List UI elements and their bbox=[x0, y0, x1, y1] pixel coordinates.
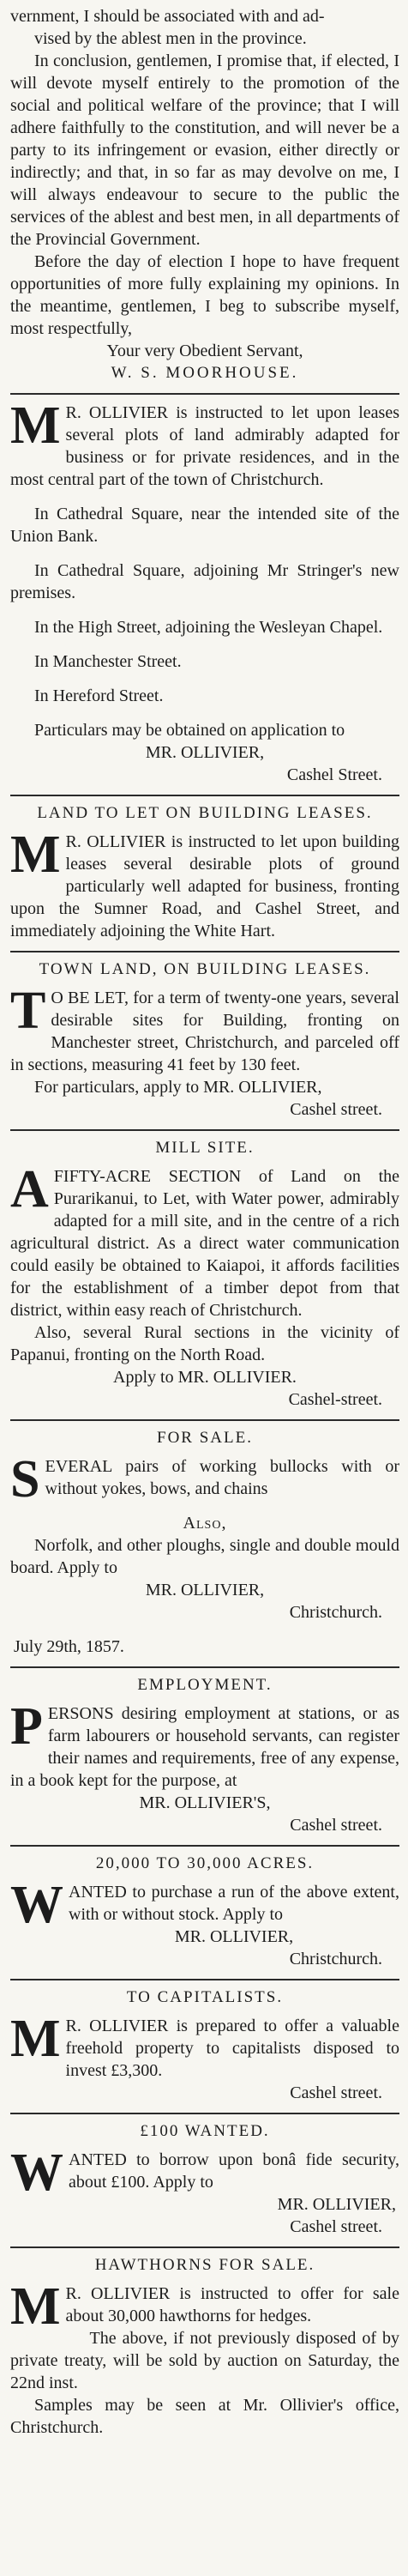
column-divider bbox=[10, 795, 399, 796]
notice-heading: HAWTHORNS FOR SALE. bbox=[94, 2256, 315, 2274]
for-sale-date: July 29th, 1857. bbox=[14, 1637, 124, 1656]
drop-cap: W bbox=[10, 1876, 63, 1934]
column-divider bbox=[10, 1129, 399, 1131]
notice-heading: LAND TO LET ON BUILDING LEASES. bbox=[37, 804, 373, 822]
wanted-100-agent: MR. OLLIVIER, bbox=[277, 2195, 396, 2214]
hawthorns-body: R. OLLIVIER is instructed to offer for sale about 30,000 hawthorns for hedges. bbox=[65, 2284, 399, 2325]
drop-cap: M bbox=[10, 825, 61, 884]
employment-agent: MR. OLLIVIER'S, bbox=[139, 1793, 271, 1812]
drop-cap: P bbox=[10, 1697, 43, 1756]
notice-heading: 20,000 TO 30,000 ACRES. bbox=[95, 1854, 315, 1872]
for-sale-agent: MR. OLLIVIER, bbox=[145, 1581, 265, 1599]
column-divider bbox=[10, 1979, 399, 1980]
mill-site-also: Also, several Rural sections in the vicinity of Papanui, fronting on the North Road. bbox=[10, 1323, 399, 1364]
drop-cap: M bbox=[10, 2277, 61, 2336]
drop-cap: M bbox=[10, 2010, 61, 2068]
for-sale-also: Norfolk, and other ploughs, single and double mould board. Apply to bbox=[10, 1536, 399, 1577]
leases-site: In Manchester Street. bbox=[34, 652, 182, 671]
mill-site-notice bbox=[10, 1138, 399, 1411]
leases-particulars: Particulars may be obtained on application to bbox=[34, 721, 345, 740]
column-divider bbox=[10, 1845, 399, 1847]
hawthorns-notice bbox=[10, 2255, 399, 2439]
leases-site: In Cathedral Square, adjoining Mr Stringer's new premises. bbox=[10, 561, 399, 602]
leases-site: In Hereford Street. bbox=[34, 686, 164, 705]
address-line: vernment, I should be associated with and ad- bbox=[10, 7, 325, 26]
drop-cap: W bbox=[10, 2144, 63, 2202]
leases-body: R. OLLIVIER is instructed to let upon leases several plots of land admirably adapted for business or for private residences, and in the most central part of the town of Christchurch. bbox=[10, 403, 399, 489]
column-divider bbox=[10, 951, 399, 952]
building-leases-body: R. OLLIVIER is instructed to let upon building leases several desirable plots of ground particularly well adapted for business, fronting upon the Sumner Road, and Cashel Street, and immediately adjoining the White Hart. bbox=[10, 832, 399, 940]
acres-body: ANTED to purchase a run of the above extent, with or without stock. Apply to bbox=[69, 1883, 399, 1924]
notice-heading: MILL SITE. bbox=[155, 1139, 255, 1157]
election-address bbox=[10, 5, 399, 384]
acres-agent: MR. OLLIVIER, bbox=[174, 1927, 294, 1946]
drop-cap: M bbox=[10, 396, 61, 455]
hawthorns-above: The above, if not previously disposed of by private treaty, will be sold by auction on Saturday, the 22nd inst. bbox=[10, 2329, 399, 2392]
for-sale-body: EVERAL pairs of working bullocks with or without yokes, bows, and chains bbox=[45, 1457, 399, 1498]
capitalists-place: Cashel street. bbox=[290, 2083, 382, 2102]
building-leases-notice bbox=[10, 803, 399, 942]
town-land-body: O BE LET, for a term of twenty-one years, several desirable sites for Building, fronting on Manchester street, Christchurch, and parceled off in sections, measuring 41 feet by 130 feet. bbox=[10, 989, 399, 1074]
mill-site-apply: Apply to MR. OLLIVIER. bbox=[113, 1368, 297, 1387]
address-signature: W. S. MOORHOUSE. bbox=[111, 364, 299, 382]
column-divider bbox=[10, 1666, 399, 1668]
notice-heading: TO CAPITALISTS. bbox=[126, 1988, 284, 2006]
drop-cap: S bbox=[10, 1450, 40, 1509]
address-line: vised by the ablest men in the province. bbox=[34, 29, 307, 48]
mill-site-place: Cashel-street. bbox=[288, 1390, 382, 1409]
leases-site: In Cathedral Square, near the intended site of the Union Bank. bbox=[10, 505, 399, 546]
notice-heading: TOWN LAND, ON BUILDING LEASES. bbox=[39, 960, 371, 978]
notice-heading: £100 WANTED. bbox=[140, 2122, 270, 2140]
for-sale-notice bbox=[10, 1428, 399, 1658]
town-land-place: Cashel street. bbox=[290, 1100, 382, 1119]
acres-notice bbox=[10, 1853, 399, 1970]
capitalists-notice bbox=[10, 1987, 399, 2104]
address-before-election: Before the day of election I hope to have frequent opportunities of more fully explaining my opinions. In the meantime, gentlemen, I beg to subscribe myself, most respectfully, bbox=[10, 252, 399, 338]
leases-place: Cashel Street. bbox=[286, 765, 382, 784]
notice-heading: EMPLOYMENT. bbox=[137, 1676, 273, 1694]
employment-body: ERSONS desiring employment at stations, or as farm labourers or household servants, can register their names and requirements, free of any expense, in a book kept for the purpose, at bbox=[10, 1704, 399, 1790]
town-land-apply: For particulars, apply to MR. OLLIVIER, bbox=[34, 1078, 322, 1097]
employment-notice bbox=[10, 1675, 399, 1836]
wanted-100-body: ANTED to borrow upon bonâ fide security, about £100. Apply to bbox=[69, 2150, 399, 2192]
acres-place: Christchurch. bbox=[289, 1950, 382, 1968]
column-divider bbox=[10, 1419, 399, 1421]
address-conclusion: In conclusion, gentlemen, I promise that, if elected, I will devote myself entirely to the promotion of the social and political welfare of the province; that I will adhere faithfully to the constitution, and will never be a party to its infringement or evasion, either directly or indirectly; and that, in so far as may devolve on me, I will always endeavour to secure to the public the services of the ablest and best men, in all departments of the Provincial Government. bbox=[10, 51, 399, 249]
leases-agent: MR. OLLIVIER, bbox=[145, 743, 265, 762]
town-land-notice bbox=[10, 959, 399, 1121]
leases-notice bbox=[10, 396, 399, 786]
employment-place: Cashel street. bbox=[290, 1816, 382, 1835]
notice-heading: FOR SALE. bbox=[157, 1429, 253, 1447]
column-divider bbox=[10, 2113, 399, 2114]
column-divider bbox=[10, 393, 399, 395]
drop-cap: A bbox=[10, 1160, 49, 1218]
wanted-100-notice bbox=[10, 2121, 399, 2238]
for-sale-also-label: Also, bbox=[183, 1514, 227, 1533]
address-closing: Your very Obedient Servant, bbox=[106, 342, 303, 360]
wanted-100-place: Cashel street. bbox=[290, 2217, 382, 2236]
leases-site: In the High Street, adjoining the Wesleyan Chapel. bbox=[34, 618, 383, 637]
for-sale-place: Christchurch. bbox=[289, 1603, 382, 1622]
capitalists-body: R. OLLIVIER is prepared to offer a valuable freehold property to capitalists disposed to invest £3,300. bbox=[65, 2017, 399, 2080]
column-divider bbox=[10, 2246, 399, 2248]
mill-site-body: FIFTY-ACRE SECTION of Land on the Purarikanui, to Let, with Water power, admirably adapted for a mill site, and in the centre of a rich agricultural district. As a direct water communication could easily be obtained to Kaiapoi, it affords facilities for the establishment of a timber depot from that district, within easy reach of Christchurch. bbox=[10, 1167, 399, 1320]
drop-cap: T bbox=[10, 982, 46, 1040]
hawthorns-samples: Samples may be seen at Mr. Ollivier's office, Christchurch. bbox=[10, 2396, 399, 2437]
